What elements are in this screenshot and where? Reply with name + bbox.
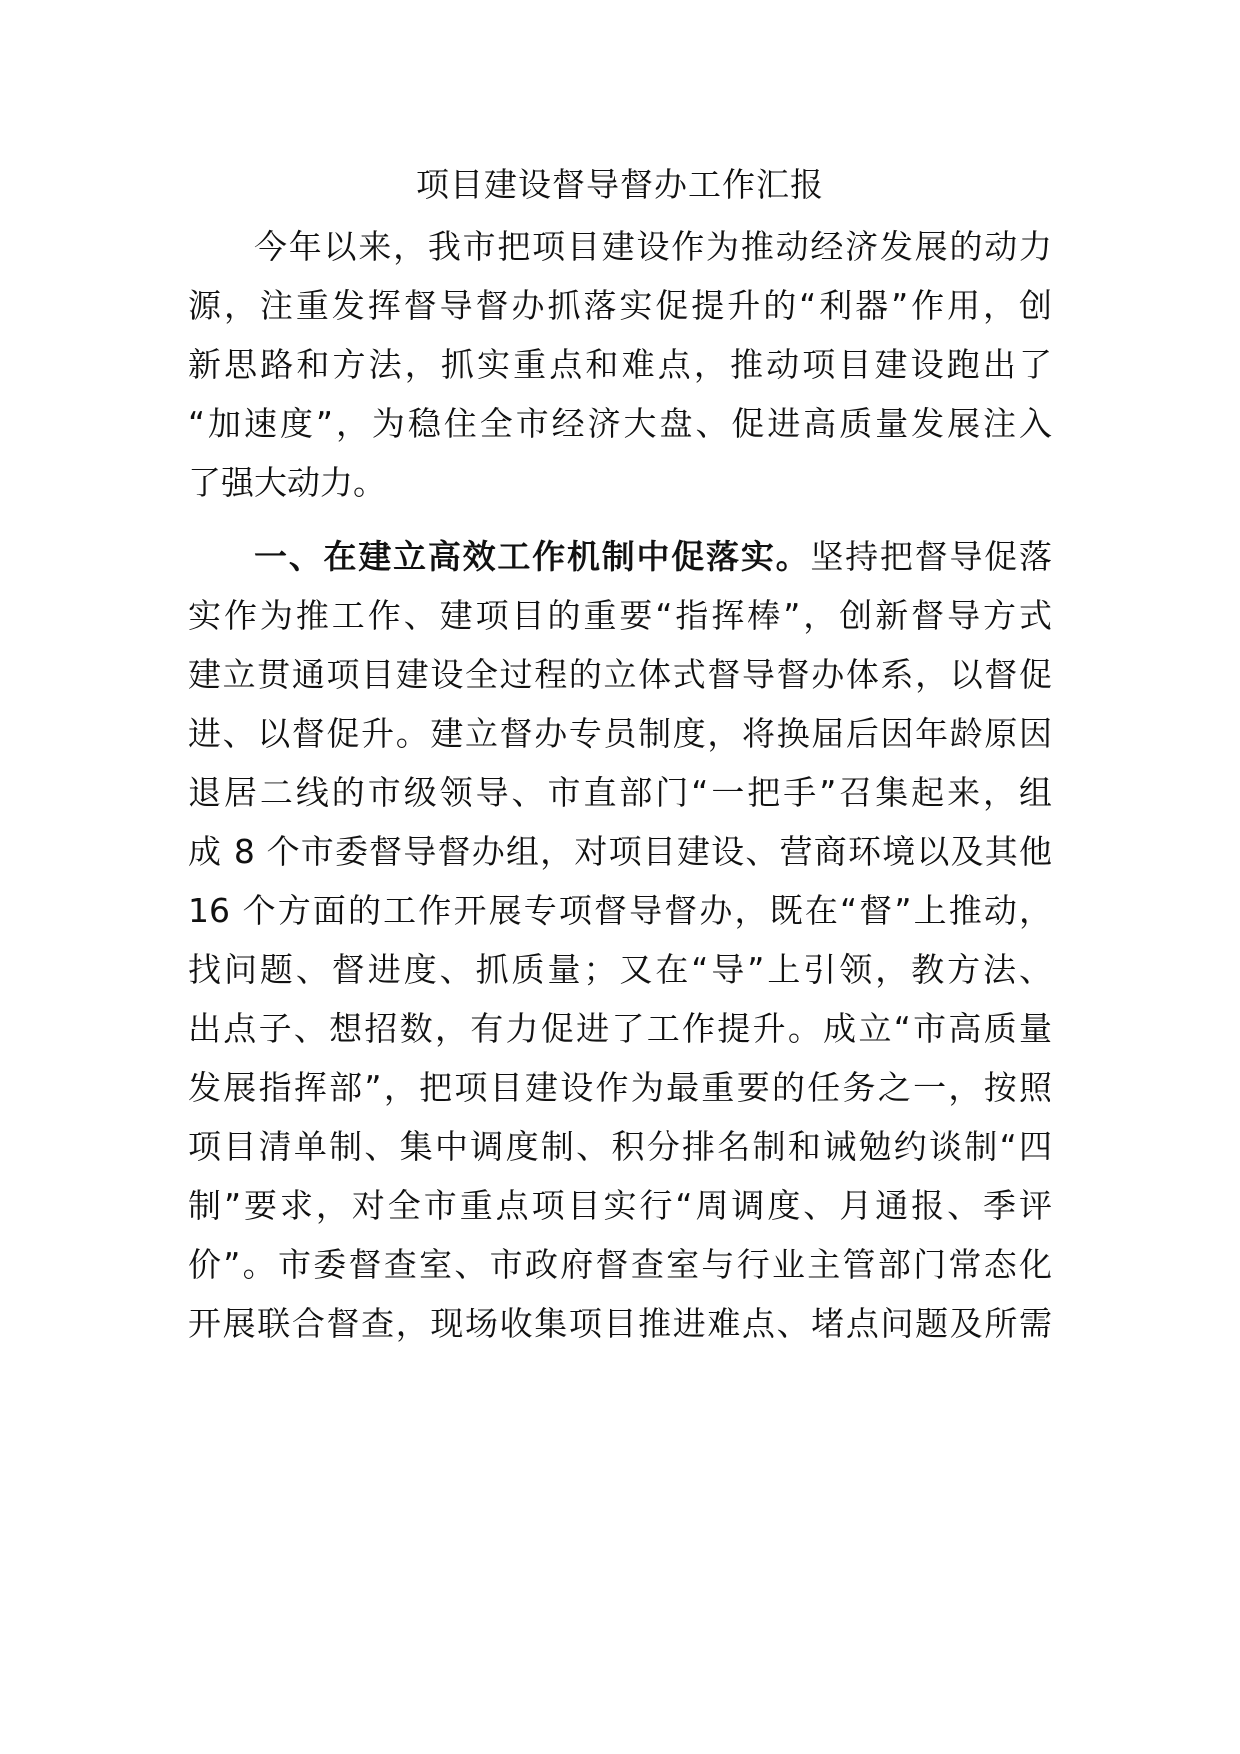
paragraph-2-line-10: 发展指挥部”，把项目建设作为最重要的任务之一，按照 bbox=[188, 1068, 1052, 1107]
paragraph-2-line-11: 项目清单制、集中调度制、积分排名制和诫勉约谈制“四 bbox=[188, 1127, 1052, 1166]
paragraph-2-line-13: 价”。市委督查室、市政府督查室与行业主管部门常态化 bbox=[188, 1245, 1052, 1284]
section-heading: 一、在建立高效工作机制中促落实。 bbox=[254, 537, 811, 576]
paragraph-2-line-4: 进、以督促升。建立督办专员制度，将换届后因年龄原因 bbox=[188, 714, 1052, 753]
section-heading-continuation: 坚持把督导促落 bbox=[810, 537, 1053, 576]
paragraph-2-line-8: 找问题、督进度、抓质量；又在“导”上引领，教方法、 bbox=[188, 950, 1052, 989]
paragraph-2-line-1 bbox=[254, 532, 1052, 582]
paragraph-2-line-3: 建立贯通项目建设全过程的立体式督导督办体系，以督促 bbox=[188, 655, 1052, 694]
paragraph-2-line-12: 制”要求，对全市重点项目实行“周调度、月通报、季评 bbox=[188, 1186, 1052, 1225]
paragraph-2-line-5: 退居二线的市级领导、市直部门“一把手”召集起来，组 bbox=[188, 773, 1052, 812]
paragraph-1-line-3: 新思路和方法，抓实重点和难点，推动项目建设跑出了 bbox=[188, 345, 1052, 384]
paragraph-1-line-2: 源，注重发挥督导督办抓落实促提升的“利器”作用，创 bbox=[188, 286, 1052, 325]
paragraph-1-line-5: 了强大动力。 bbox=[188, 463, 386, 502]
paragraph-1-line-4: “加速度”，为稳住全市经济大盘、促进高质量发展注入 bbox=[188, 404, 1052, 443]
paragraph-2-line-9: 出点子、想招数，有力促进了工作提升。成立“市高质量 bbox=[188, 1009, 1052, 1048]
document-title: 项目建设督导督办工作汇报 bbox=[416, 165, 824, 204]
paragraph-2-line-2: 实作为推工作、建项目的重要“指挥棒”，创新督导方式 bbox=[188, 596, 1052, 635]
paragraph-2-line-6: 成 8 个市委督导督办组，对项目建设、营商环境以及其他 bbox=[188, 832, 1052, 871]
paragraph-2-line-7: 16 个方面的工作开展专项督导督办，既在“督”上推动， bbox=[188, 891, 1052, 930]
paragraph-1-line-1: 今年以来，我市把项目建设作为推动经济发展的动力 bbox=[254, 227, 1052, 266]
paragraph-2-line-14: 开展联合督查，现场收集项目推进难点、堵点问题及所需 bbox=[188, 1304, 1052, 1343]
